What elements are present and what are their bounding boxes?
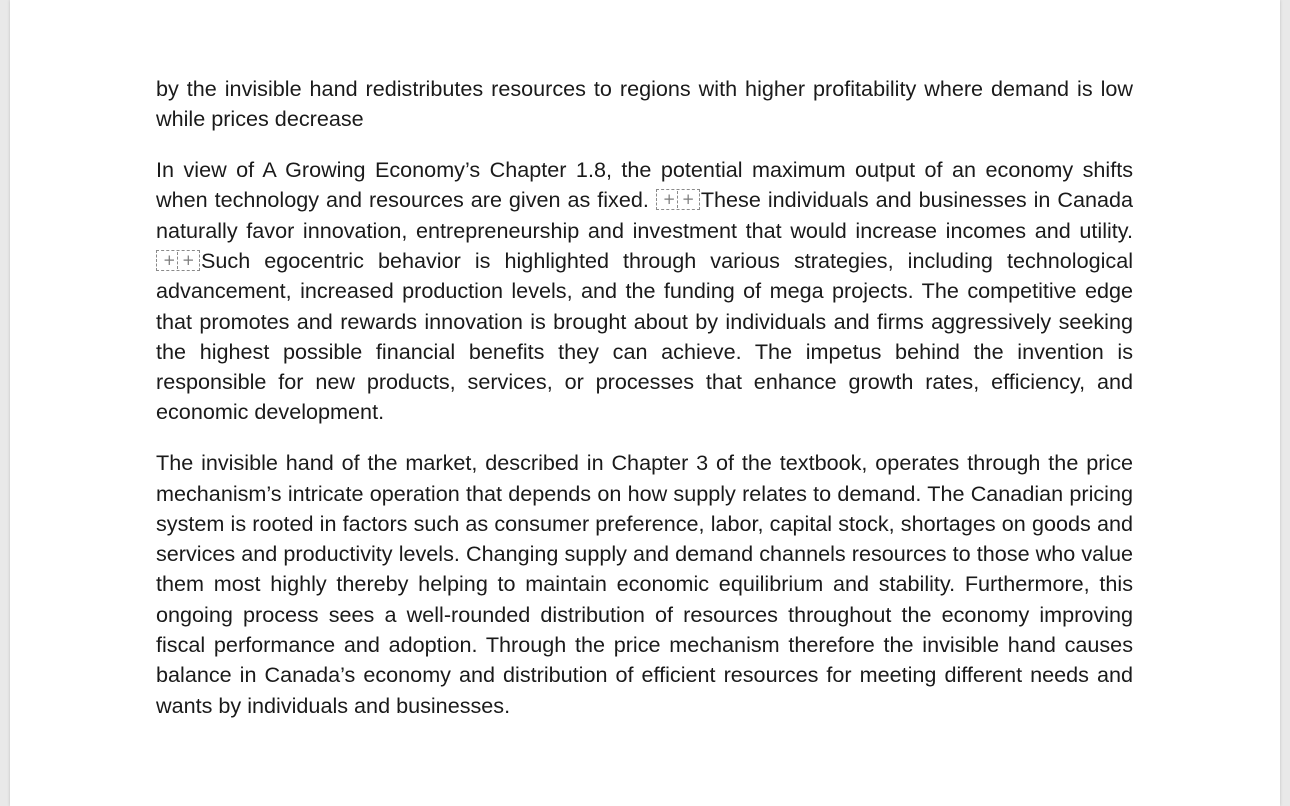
citation-placeholder-icon — [156, 250, 200, 271]
paragraph-1 — [156, 74, 1133, 135]
paragraph-2-text-part-2: These individuals and businesses in Canada naturally favor innovation, entrepreneurship and investment that would increase incomes and utility. — [156, 187, 1133, 243]
document-page — [10, 0, 1280, 806]
paragraph-1-text: by the invisible hand redistributes resources to regions with higher profitability where demand is low while prices decrease — [156, 76, 1133, 132]
page-content — [156, 74, 1133, 741]
paragraph-3 — [156, 448, 1133, 721]
paragraph-2 — [156, 155, 1133, 428]
paragraph-2-text-part-1: In view of A Growing Economy’s Chapter 1.8, the potential maximum output of an economy shifts when technology and resources are given as fixed. — [156, 157, 1133, 213]
citation-placeholder-icon — [656, 189, 700, 210]
paragraph-3-text: The invisible hand of the market, described in Chapter 3 of the textbook, operates through the price mechanism’s intricate operation that depends on how supply relates to demand. The Canadian pricing system is rooted in factors such as consumer preference, labor, capital stock, shortages on goods and services and productivity levels. Changing supply and demand channels resources to those who value them most highly thereby helping to maintain economic equilibrium and stability. Furthermore, this ongoing process sees a well-rounded distribution of resources throughout the economy improving fiscal performance and adoption. Through the price mechanism therefore the invisible hand causes balance in Canada’s economy and distribution of efficient resources for meeting different needs and wants by individuals and businesses. — [156, 450, 1133, 718]
paragraph-2-text-part-3: Such egocentric behavior is highlighted through various strategies, including technological advancement, increased production levels, and the funding of mega projects. The competitive edge that promotes and rewards innovation is brought about by individuals and firms aggressively seeking the highest possible financial benefits they can achieve. The impetus behind the invention is responsible for new products, services, or processes that enhance growth rates, efficiency, and economic development. — [156, 247, 1133, 425]
